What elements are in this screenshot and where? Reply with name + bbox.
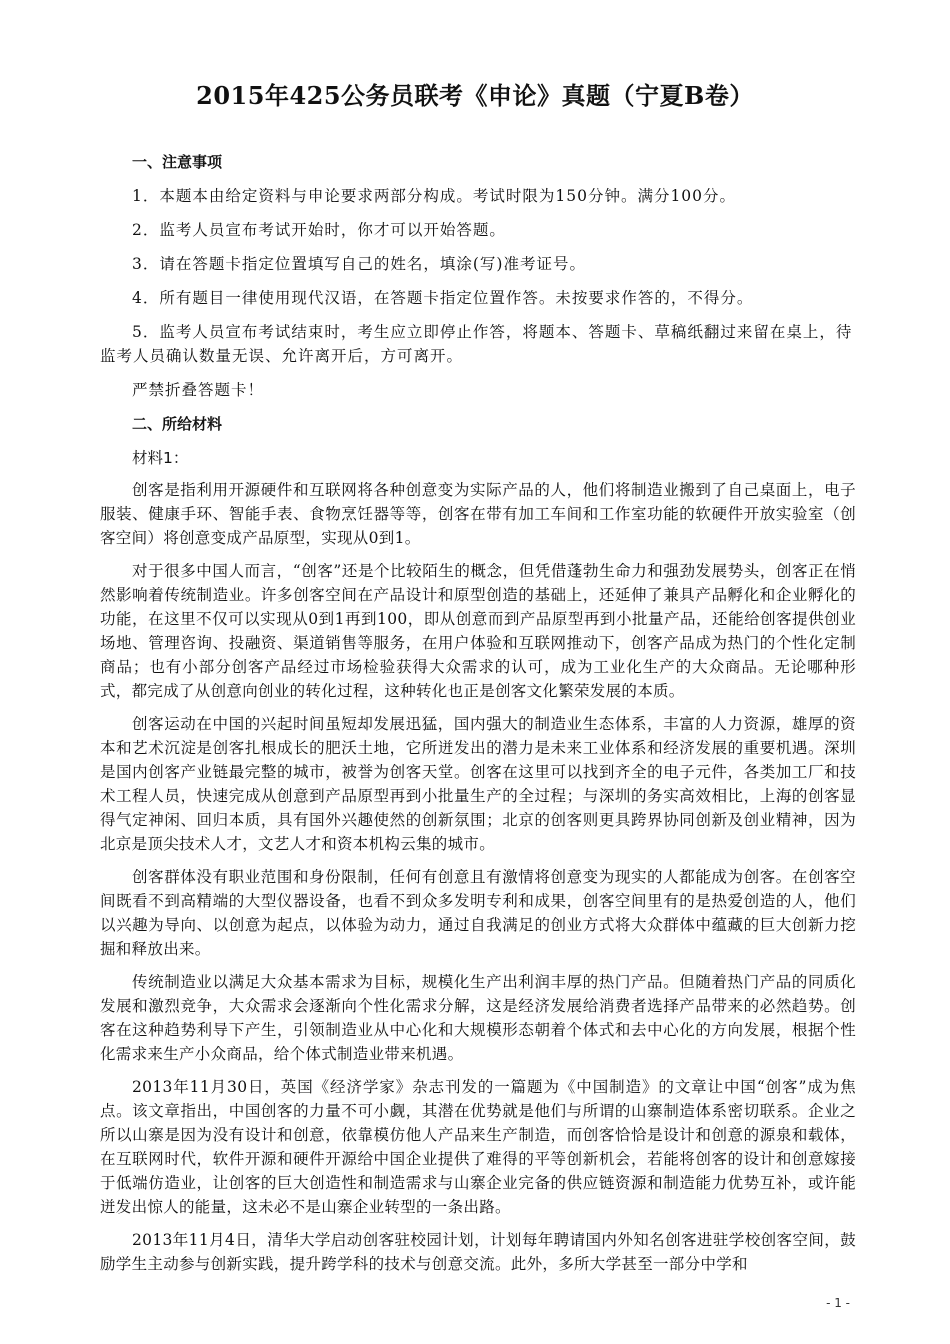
material-label: 材料1： — [132, 449, 189, 467]
notice-item: 2．监考人员宣布考试开始时，你才可以开始答题。 — [132, 221, 506, 239]
material-paragraph: 2013年11月30日，英国《经济学家》杂志刊发的一篇题为《中国制造》的文章让中国“创客”成为焦点。该文章指出，中国创客的力量不可小觑，其潜在优势就是他们与所谓的山寨制造体系密切联系。企业之所以山寨是因为没有设计和创意，依靠模仿他人产品来生产制造，而创客恰恰是设计和创意的源泉和载体，在互联网时代，软件开源和硬件开源给中国企业提供了难得的平等创新机会，若能将创客的设计和创意嫁接于低端仿造业，让创客的巨大创造性和制造需求与山寨企业完备的供应链资源和制造能力优势互补，或许能迸发出惊人的能量，这未必不是山寨企业转型的一条出路。 — [100, 1078, 856, 1216]
material-paragraph: 创客群体没有职业范围和身份限制，任何有创意且有激情将创意变为现实的人都能成为创客。在创客空间既看不到高精端的大型仪器设备，也看不到众多发明专利和成果，创客空间里有的是热爱创造的人，他们以兴趣为导向、以创意为起点，以体验为动力，通过自我满足的创业方式将大众群体中蕴藏的巨大创新力挖掘和释放出来。 — [100, 868, 856, 958]
material-paragraph: 对于很多中国人而言，“创客”还是个比较陌生的概念，但凭借蓬勃生命力和强劲发展势头，创客正在悄然影响着传统制造业。许多创客空间在产品设计和原型创造的基础上，还延伸了兼具产品孵化和企业孵化的功能，在这里不仅可以实现从0到1再到100，即从创意而到产品原型再到小批量产品，还能给创客提供创业场地、管理咨询、投融资、渠道销售等服务，在用户体验和互联网推动下，创客产品成为热门的个性化定制商品；也有小部分创客产品经过市场检验获得大众需求的认可，成为工业化生产的大众商品。无论哪种形式，都完成了从创意向创业的转化过程，这种转化也正是创客文化繁荣发展的本质。 — [100, 562, 856, 700]
section-heading-notice: 一、注意事项 — [132, 153, 223, 171]
notice-item: 1．本题本由给定资料与申论要求两部分构成。考试时限为150分钟。满分100分。 — [132, 187, 737, 205]
document-body — [100, 150, 856, 1285]
notice-item: 5．监考人员宣布考试结束时，考生应立即停止作答，将题本、答题卡、草稿纸翻过来留在桌上，待监考人员确认数量无误、允许离开后，方可离开。 — [100, 323, 853, 365]
warning-text: 严禁折叠答题卡！ — [132, 381, 265, 399]
material-paragraph: 传统制造业以满足大众基本需求为目标，规模化生产出利润丰厚的热门产品。但随着热门产品的同质化发展和激烈竞争，大众需求会逐渐向个性化需求分解，这是经济发展给消费者选择产品带来的必然趋势。创客在这种趋势利导下产生，引领制造业从中心化和大规模形态朝着个体式和去中心化的方向发展，根据个性化需求来生产小众商品，给个体式制造业带来机遇。 — [100, 973, 856, 1063]
material-paragraph: 创客是指利用开源硬件和互联网将各种创意变为实际产品的人，他们将制造业搬到了自己桌面上，电子服装、健康手环、智能手表、食物烹饪器等等，创客在带有加工车间和工作室功能的软硬件开放实验室（创客空间）将创意变成产品原型，实现从0到1。 — [100, 481, 856, 547]
notice-item: 3．请在答题卡指定位置填写自己的姓名，填涂(写)准考证号。 — [132, 255, 586, 273]
material-paragraph: 创客运动在中国的兴起时间虽短却发展迅猛，国内强大的制造业生态体系，丰富的人力资源，雄厚的资本和艺术沉淀是创客扎根成长的肥沃土地，它所迸发出的潜力是未来工业体系和经济发展的重要机遇。深圳是国内创客产业链最完整的城市，被誉为创客天堂。创客在这里可以找到齐全的电子元件，各类加工厂和技术工程人员，快速完成从创意到产品原型再到小批量生产的全过程；与深圳的务实高效相比，上海的创客显得气定神闲、回归本质，具有国外兴趣使然的创新氛围；北京的创客则更具跨界协同创新及创业精神，因为北京是顶尖技术人才，文艺人才和资本机构云集的城市。 — [100, 715, 856, 853]
section-heading-materials: 二、所给材料 — [132, 415, 223, 433]
material-paragraph: 2013年11月4日，清华大学启动创客驻校园计划，计划每年聘请国内外知名创客进驻学校创客空间，鼓励学生主动参与创新实践，提升跨学科的技术与创意交流。此外，多所大学甚至一部分中学和 — [100, 1231, 856, 1273]
page-number: - 1 - — [826, 1296, 850, 1310]
document-title: 2015年425公务员联考《申论》真题（宁夏B卷） — [196, 81, 754, 110]
notice-item: 4．所有题目一律使用现代汉语，在答题卡指定位置作答。未按要求作答的，不得分。 — [132, 289, 754, 307]
